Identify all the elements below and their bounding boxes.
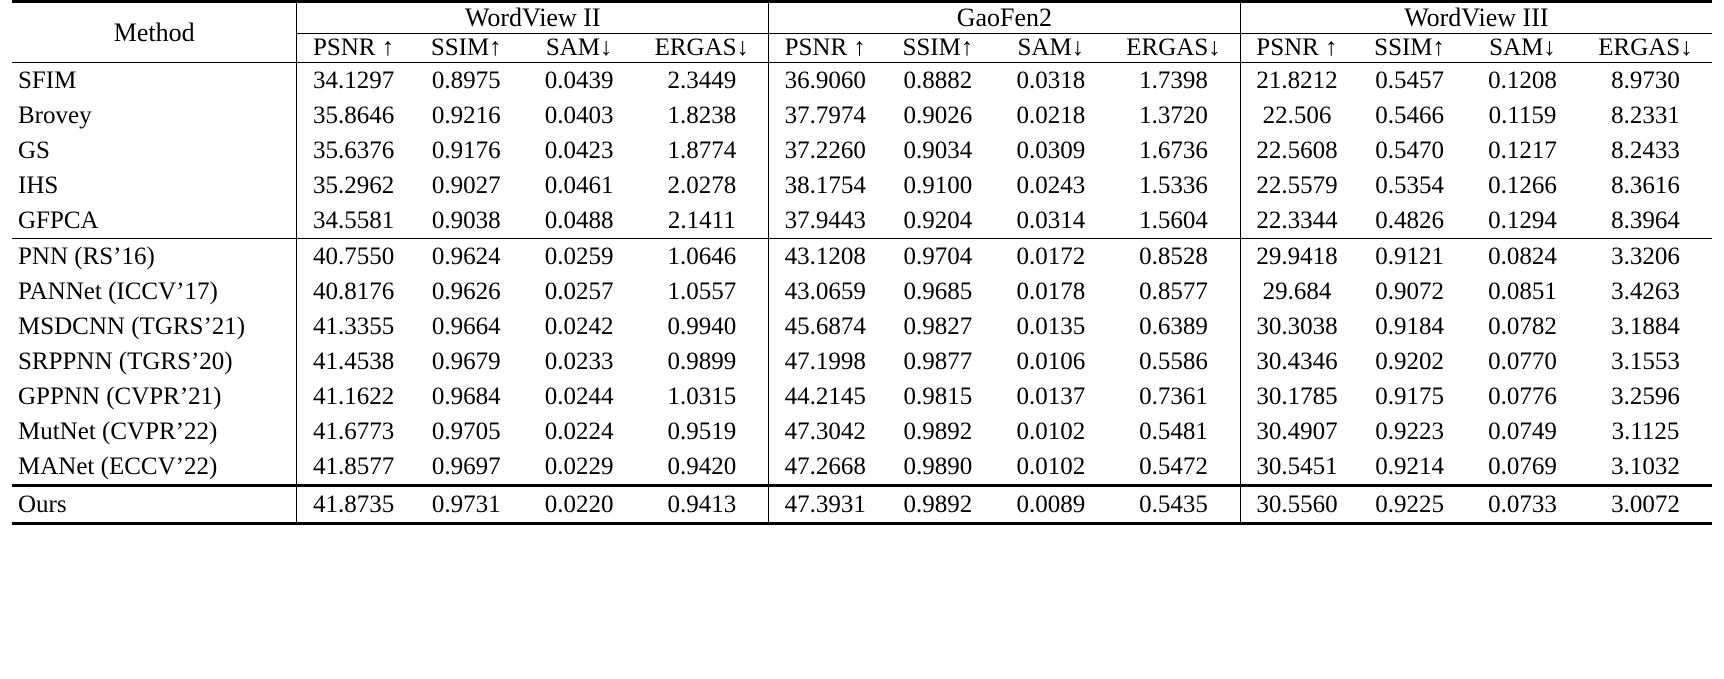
- table-cell: 0.9705: [431, 417, 501, 445]
- table-cell: 3.1032: [1611, 452, 1680, 480]
- table-cell: 21.8212: [1240, 63, 1353, 99]
- table-row: [12, 203, 1712, 239]
- table-cell: 0.1266: [1488, 171, 1557, 199]
- table-cell: 35.6376: [297, 133, 410, 168]
- row-method-label: MANet (ECCV’22): [18, 452, 218, 480]
- table-cell: 0.0776: [1488, 382, 1557, 410]
- row-method-label: GFPCA: [18, 206, 99, 234]
- table-cell: 35.2962: [297, 168, 410, 203]
- table-cell: 0.9684: [431, 382, 501, 410]
- table-cell: 1.5336: [1139, 171, 1208, 199]
- metric-header-2-3: ERGAS↓: [1598, 34, 1693, 61]
- table-cell: 0.1208: [1466, 63, 1579, 99]
- table-cell: 0.9704: [881, 239, 994, 275]
- table-row: [12, 239, 1712, 275]
- table-cell: 0.0224: [544, 417, 614, 445]
- table-cell: 0.0257: [544, 277, 614, 305]
- table-cell: 0.7361: [1139, 382, 1208, 410]
- table-cell: 41.1622: [297, 379, 410, 414]
- table-cell: 0.0229: [544, 452, 614, 480]
- table-cell: 0.0102: [1016, 452, 1086, 480]
- table-row: [12, 486, 1712, 524]
- table-cell: 0.0439: [523, 63, 636, 99]
- metric-header-1-2: SAM↓: [1017, 34, 1085, 61]
- table-cell: 0.9026: [903, 101, 973, 129]
- table-cell: 1.6736: [1139, 136, 1208, 164]
- table-cell: 0.0242: [544, 312, 614, 340]
- group-header-0: WordView II: [297, 2, 769, 34]
- table-cell: 0.9679: [431, 347, 501, 375]
- table-cell: 0.0089: [994, 486, 1107, 524]
- table-cell: 0.1159: [1488, 101, 1557, 129]
- table-cell: 0.9827: [903, 312, 973, 340]
- table-cell: 3.1553: [1611, 347, 1680, 375]
- row-method-label: PNN (RS’16): [12, 239, 297, 275]
- table-cell: 22.3344: [1240, 203, 1353, 239]
- table-cell: 41.6773: [297, 414, 410, 449]
- table-cell: 0.8882: [881, 63, 994, 99]
- table-cell: 0.5354: [1375, 171, 1444, 199]
- table-cell: 30.5451: [1240, 449, 1353, 486]
- table-cell: 0.9038: [431, 206, 501, 234]
- table-cell: 0.0314: [1016, 206, 1086, 234]
- table-cell: 3.0072: [1579, 486, 1712, 524]
- row-method-label: SRPPNN (TGRS’20): [18, 347, 233, 375]
- table-cell: 0.0851: [1488, 277, 1557, 305]
- row-method-label: GPPNN (CVPR’21): [18, 382, 222, 410]
- table-cell: 3.2596: [1611, 382, 1680, 410]
- table-cell: 0.9626: [431, 277, 501, 305]
- table-cell: 0.0137: [1016, 382, 1086, 410]
- table-cell: 44.2145: [769, 379, 882, 414]
- metric-header-0-0: PSNR ↑: [297, 34, 410, 63]
- table-cell: 1.7398: [1107, 63, 1240, 99]
- table-cell: 0.0244: [544, 382, 614, 410]
- table-cell: 3.1884: [1611, 312, 1680, 340]
- table-cell: 0.5472: [1139, 452, 1208, 480]
- table-cell: 8.3616: [1611, 171, 1680, 199]
- metric-header-2-0: PSNR ↑: [1240, 34, 1353, 63]
- table-cell: 0.9216: [431, 101, 501, 129]
- metric-header-2-1: SSIM↑: [1374, 34, 1446, 61]
- table-cell: 0.0733: [1466, 486, 1579, 524]
- metric-header-1-1: SSIM↑: [902, 34, 974, 61]
- table-cell: 30.1785: [1240, 379, 1353, 414]
- table-cell: 43.1208: [769, 239, 882, 275]
- table-cell: 0.9892: [903, 417, 973, 445]
- table-row: [12, 133, 1712, 168]
- table-cell: 0.9121: [1353, 239, 1466, 275]
- table-cell: 0.9184: [1375, 312, 1444, 340]
- metric-header-2-2: SAM↓: [1489, 34, 1556, 61]
- table-cell: 0.9413: [636, 486, 769, 524]
- table-cell: 0.0220: [523, 486, 636, 524]
- table-cell: 0.5586: [1139, 347, 1208, 375]
- table-cell: 29.9418: [1240, 239, 1353, 275]
- table-cell: 0.0243: [1016, 171, 1086, 199]
- table-cell: 0.0102: [1016, 417, 1086, 445]
- table-cell: 0.8528: [1107, 239, 1240, 275]
- table-cell: 0.9202: [1375, 347, 1444, 375]
- table-cell: 3.4263: [1611, 277, 1680, 305]
- table-cell: 1.3720: [1139, 101, 1208, 129]
- table-group-header-row: [12, 2, 1712, 34]
- table-cell: 0.5466: [1375, 101, 1444, 129]
- table-cell: 0.0770: [1488, 347, 1557, 375]
- table-cell: 0.9072: [1375, 277, 1444, 305]
- table-cell: 37.7974: [769, 98, 882, 133]
- table-cell: 0.9223: [1375, 417, 1444, 445]
- table-cell: 0.1294: [1488, 206, 1557, 234]
- table-cell: 0.0461: [544, 171, 614, 199]
- table-cell: 30.5560: [1240, 486, 1353, 524]
- table-cell: 30.4346: [1240, 344, 1353, 379]
- table-cell: 47.2668: [769, 449, 882, 486]
- table-row: [12, 449, 1712, 486]
- table-cell: 0.0135: [1016, 312, 1086, 340]
- table-row: [12, 309, 1712, 344]
- table-cell: 47.1998: [769, 344, 882, 379]
- table-cell: 36.9060: [769, 63, 882, 99]
- table-cell: 0.0233: [544, 347, 614, 375]
- table-cell: 1.8774: [667, 136, 737, 164]
- table-cell: 30.3038: [1240, 309, 1353, 344]
- table-cell: 0.9664: [431, 312, 501, 340]
- table-cell: 0.9697: [431, 452, 501, 480]
- row-method-label: PANNet (ICCV’17): [18, 277, 218, 305]
- table-cell: 30.4907: [1240, 414, 1353, 449]
- table-cell: 22.506: [1240, 98, 1353, 133]
- table-cell: 3.3206: [1579, 239, 1712, 275]
- table-row: [12, 63, 1712, 99]
- header-method: Method: [12, 2, 297, 63]
- table-cell: 22.5608: [1240, 133, 1353, 168]
- table-cell: 0.9877: [903, 347, 973, 375]
- row-method-label: MSDCNN (TGRS’21): [18, 312, 246, 340]
- table-cell: 0.0259: [523, 239, 636, 275]
- table-cell: 29.684: [1240, 274, 1353, 309]
- metric-header-0-3: ERGAS↓: [654, 34, 750, 61]
- table-cell: 0.9731: [410, 486, 523, 524]
- row-method-label: SFIM: [12, 63, 297, 99]
- results-table: [12, 0, 1712, 525]
- row-method-label: MutNet (CVPR’22): [18, 417, 218, 445]
- table-cell: 1.8238: [667, 101, 737, 129]
- group-header-1: GaoFen2: [769, 2, 1241, 34]
- row-method-label: GS: [18, 136, 50, 164]
- table-cell: 0.0218: [1016, 101, 1086, 129]
- table-cell: 1.0646: [636, 239, 769, 275]
- table-cell: 1.0557: [667, 277, 737, 305]
- table-cell: 0.9519: [667, 417, 737, 445]
- table-cell: 0.9624: [410, 239, 523, 275]
- metric-header-1-3: ERGAS↓: [1126, 34, 1221, 61]
- table-cell: 0.9100: [903, 171, 973, 199]
- table-cell: 0.0423: [544, 136, 614, 164]
- table-cell: 0.0309: [1016, 136, 1086, 164]
- table-cell: 47.3042: [769, 414, 882, 449]
- table-cell: 1.5604: [1139, 206, 1208, 234]
- table-cell: 43.0659: [769, 274, 882, 309]
- table-cell: 0.9225: [1353, 486, 1466, 524]
- table-cell: 0.9940: [667, 312, 737, 340]
- table-row: [12, 98, 1712, 133]
- table-cell: 3.1125: [1611, 417, 1680, 445]
- metric-header-0-1: SSIM↑: [430, 34, 502, 61]
- table-cell: 0.9420: [667, 452, 737, 480]
- table-cell: 0.0178: [1016, 277, 1086, 305]
- row-method-label: Brovey: [18, 101, 92, 129]
- table-cell: 0.9176: [431, 136, 501, 164]
- table-cell: 0.9899: [667, 347, 737, 375]
- table-cell: 0.1217: [1488, 136, 1557, 164]
- table-cell: 0.0172: [994, 239, 1107, 275]
- table-cell: 0.9204: [903, 206, 973, 234]
- table-cell: 0.0749: [1488, 417, 1557, 445]
- group-header-2: WordView III: [1240, 2, 1712, 34]
- table-row: [12, 274, 1712, 309]
- table-cell: 41.8735: [297, 486, 410, 524]
- table-cell: 0.6389: [1139, 312, 1208, 340]
- table-cell: 2.3449: [636, 63, 769, 99]
- row-method-label: Ours: [12, 486, 297, 524]
- table-cell: 0.0403: [544, 101, 614, 129]
- row-method-label: IHS: [18, 171, 59, 199]
- table-cell: 37.9443: [769, 203, 882, 239]
- table-cell: 37.2260: [769, 133, 882, 168]
- table-cell: 41.3355: [297, 309, 410, 344]
- table-cell: 0.0824: [1466, 239, 1579, 275]
- table-cell: 0.9175: [1375, 382, 1444, 410]
- table-cell: 47.3931: [769, 486, 882, 524]
- table-cell: 0.0318: [994, 63, 1107, 99]
- table-cell: 0.0769: [1488, 452, 1557, 480]
- table-cell: 0.9892: [881, 486, 994, 524]
- table-cell: 0.5435: [1107, 486, 1240, 524]
- metric-header-1-0: PSNR ↑: [769, 34, 882, 63]
- table-cell: 0.8975: [410, 63, 523, 99]
- table-cell: 41.4538: [297, 344, 410, 379]
- table-cell: 2.0278: [667, 171, 737, 199]
- table-cell: 8.9730: [1579, 63, 1712, 99]
- table-cell: 0.8577: [1139, 277, 1208, 305]
- table-cell: 0.0106: [1016, 347, 1086, 375]
- table-cell: 22.5579: [1240, 168, 1353, 203]
- table-row: [12, 379, 1712, 414]
- table-cell: 8.3964: [1611, 206, 1680, 234]
- table-cell: 0.5470: [1375, 136, 1444, 164]
- table-cell: 0.9027: [431, 171, 501, 199]
- table-cell: 2.1411: [667, 206, 736, 234]
- table-cell: 34.1297: [297, 63, 410, 99]
- table-row: [12, 414, 1712, 449]
- table-cell: 41.8577: [297, 449, 410, 486]
- table-cell: 0.4826: [1375, 206, 1444, 234]
- table-cell: 0.0782: [1488, 312, 1557, 340]
- table-cell: 34.5581: [297, 203, 410, 239]
- table-cell: 0.9214: [1375, 452, 1444, 480]
- table-row: [12, 344, 1712, 379]
- table-cell: 38.1754: [769, 168, 882, 203]
- table-cell: 8.2331: [1611, 101, 1680, 129]
- table-row: [12, 168, 1712, 203]
- table-cell: 0.9685: [903, 277, 973, 305]
- metric-header-0-2: SAM↓: [545, 34, 613, 61]
- table-bottom-rule: [12, 524, 1712, 526]
- table-cell: 1.0315: [667, 382, 737, 410]
- table-cell: 40.7550: [297, 239, 410, 275]
- table-cell: 35.8646: [297, 98, 410, 133]
- table-cell: 45.6874: [769, 309, 882, 344]
- table-cell: 0.9815: [903, 382, 973, 410]
- table-cell: 0.0488: [544, 206, 614, 234]
- table-cell: 0.5481: [1139, 417, 1208, 445]
- table-cell: 0.9890: [903, 452, 973, 480]
- table-cell: 40.8176: [297, 274, 410, 309]
- table-cell: 0.9034: [903, 136, 973, 164]
- table-cell: 8.2433: [1611, 136, 1680, 164]
- table-cell: 0.5457: [1353, 63, 1466, 99]
